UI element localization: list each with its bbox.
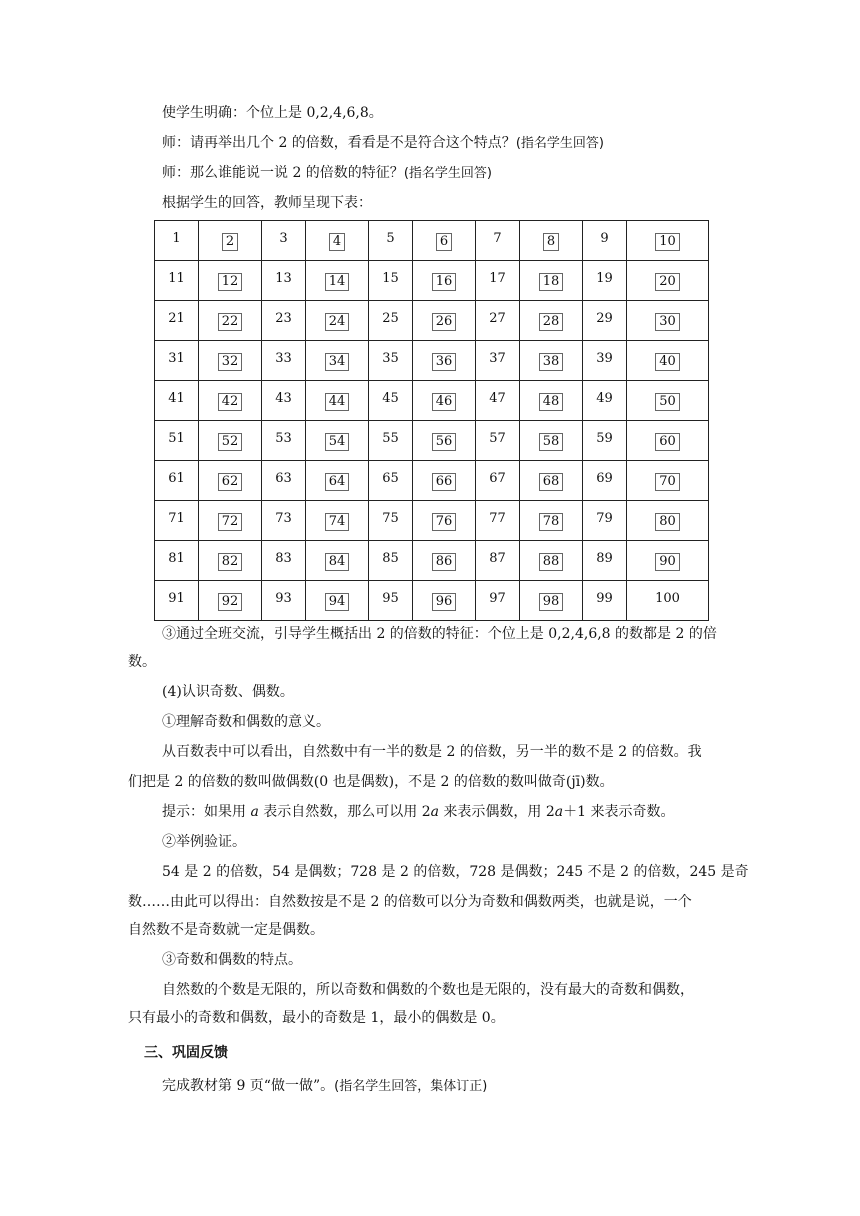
- hundred-chart-cell: [476, 221, 520, 261]
- hundred-chart-cell: [476, 581, 520, 621]
- cell-value: 28: [539, 313, 564, 331]
- hundred-chart-cell-boxed: [413, 301, 476, 341]
- hundred-chart-cell-boxed: [306, 461, 369, 501]
- hundred-chart-cell-boxed: [627, 381, 709, 421]
- cell-value: 2: [222, 233, 238, 251]
- hundred-chart-row: [155, 541, 709, 581]
- hundred-chart-row: [155, 301, 709, 341]
- section-3-note: (指名学生回答，集体订正): [334, 1079, 488, 1094]
- section-3-main: 完成教材第 9 页“做一做”。: [162, 1078, 335, 1094]
- cell-value: 46: [432, 393, 457, 411]
- hundred-chart-cell-boxed: [199, 461, 262, 501]
- cell-value: 40: [655, 353, 680, 371]
- hundred-chart-row: [155, 261, 709, 301]
- hundred-chart-cell-boxed: [413, 461, 476, 501]
- cell-value: 81: [168, 551, 185, 566]
- hundred-chart-cell: [369, 421, 413, 461]
- hundred-chart-cell: [476, 381, 520, 421]
- cell-value: 22: [218, 313, 243, 331]
- hundred-chart-cell: [155, 341, 199, 381]
- cell-value: 4: [329, 233, 345, 251]
- hundred-chart-cell: [583, 501, 627, 541]
- cell-value: 27: [489, 311, 506, 326]
- hundred-chart-cell: [262, 381, 306, 421]
- hundred-chart-cell-boxed: [520, 261, 583, 301]
- cell-value: 98: [539, 593, 564, 611]
- cell-value: 60: [655, 433, 680, 451]
- cell-value: 12: [218, 273, 243, 291]
- cell-value: 14: [325, 273, 350, 291]
- hundred-chart-cell: [369, 261, 413, 301]
- cell-value: 11: [168, 271, 185, 286]
- cell-value: 84: [325, 553, 350, 571]
- p5-mid1: 表示自然数，那么可以用 2: [258, 804, 431, 820]
- paragraph-3: ①理解奇数和偶数的意义。: [162, 714, 330, 730]
- cell-value: 57: [489, 431, 506, 446]
- hundred-chart-row: [155, 341, 709, 381]
- hundred-chart-cell: [155, 381, 199, 421]
- hundred-chart-cell: [583, 381, 627, 421]
- hundred-chart-cell-boxed: [306, 261, 369, 301]
- hundred-chart-cell: [369, 501, 413, 541]
- hundred-chart-row: [155, 581, 709, 621]
- hundred-chart-cell-boxed: [627, 221, 709, 261]
- hundred-chart-cell: [369, 461, 413, 501]
- cell-value: 23: [275, 311, 292, 326]
- intro-line-2: [162, 133, 604, 154]
- paragraph-8: ③奇数和偶数的特点。: [162, 952, 302, 968]
- hundred-chart-cell-boxed: [627, 261, 709, 301]
- hundred-chart-cell: [476, 261, 520, 301]
- hundred-chart-cell-boxed: [413, 261, 476, 301]
- cell-value: 69: [596, 471, 613, 486]
- cell-value: 25: [382, 311, 399, 326]
- hundred-chart-cell: [369, 301, 413, 341]
- paragraph-7-line-3: 自然数不是奇数就一定是偶数。: [128, 922, 324, 938]
- cell-value: 47: [489, 391, 506, 406]
- cell-value: 38: [539, 353, 564, 371]
- cell-value: 16: [432, 273, 457, 291]
- cell-value: 91: [168, 591, 185, 606]
- hundred-chart-cell: [155, 581, 199, 621]
- hundred-chart-cell-boxed: [627, 501, 709, 541]
- hundred-chart-cell: [369, 221, 413, 261]
- p5-var-c: a: [554, 804, 564, 820]
- cell-value: 59: [596, 431, 613, 446]
- hundred-chart-cell-boxed: [199, 221, 262, 261]
- cell-value: 34: [325, 353, 350, 371]
- hundred-chart-cell-boxed: [199, 581, 262, 621]
- cell-value: 65: [382, 471, 399, 486]
- hundred-chart-cell-boxed: [413, 581, 476, 621]
- cell-value: 26: [432, 313, 457, 331]
- cell-value: 24: [325, 313, 350, 331]
- hundred-chart-row: [155, 461, 709, 501]
- hundred-chart-cell-boxed: [520, 221, 583, 261]
- hundred-chart-cell-boxed: [306, 341, 369, 381]
- paragraph-7-line-1: 54 是 2 的倍数，54 是偶数；728 是 2 的倍数，728 是偶数；245 不是 2 的倍数，245 是奇: [162, 864, 749, 880]
- hundred-chart-cell: [583, 301, 627, 341]
- cell-value: 89: [596, 551, 613, 566]
- cell-value: 35: [382, 351, 399, 366]
- cell-value: 48: [539, 393, 564, 411]
- hundred-chart-cell: [583, 341, 627, 381]
- hundred-chart-cell-boxed: [413, 541, 476, 581]
- p5-var-b: a: [430, 804, 439, 820]
- hundred-chart-cell-boxed: [199, 541, 262, 581]
- hundred-chart-cell: [369, 581, 413, 621]
- hundred-chart-cell: [476, 501, 520, 541]
- hundred-chart-cell: [262, 341, 306, 381]
- cell-value: 3: [279, 231, 288, 246]
- cell-value: 73: [275, 511, 292, 526]
- hundred-chart-cell-boxed: [199, 381, 262, 421]
- hundred-chart-cell: [583, 221, 627, 261]
- hundred-chart-cell-boxed: [520, 301, 583, 341]
- hundred-chart-cell: [155, 501, 199, 541]
- cell-value: 32: [218, 353, 243, 371]
- hundred-chart-cell-boxed: [413, 501, 476, 541]
- cell-value: 97: [489, 591, 506, 606]
- hundred-chart-cell-boxed: [520, 341, 583, 381]
- hundred-chart-cell: [583, 461, 627, 501]
- cell-value: 88: [539, 553, 564, 571]
- cell-value: 76: [432, 513, 457, 531]
- hundred-chart-cell: [476, 421, 520, 461]
- cell-value: 9: [600, 231, 609, 246]
- cell-value: 53: [275, 431, 292, 446]
- hundred-chart-cell: [155, 261, 199, 301]
- cell-value: 54: [325, 433, 350, 451]
- cell-value: 6: [436, 233, 452, 251]
- cell-value: 17: [489, 271, 506, 286]
- hundred-chart-cell: [262, 581, 306, 621]
- cell-value: 61: [168, 471, 185, 486]
- cell-value: 70: [655, 473, 680, 491]
- paragraph-9-line-2: 只有最小的奇数和偶数，最小的奇数是 1，最小的偶数是 0。: [128, 1010, 505, 1026]
- paragraph-7-line-2: 数……由此可以得出：自然数按是不是 2 的倍数可以分为奇数和偶数两类，也就是说，一个: [128, 894, 692, 910]
- cell-value: 62: [218, 473, 243, 491]
- cell-value: 20: [655, 273, 680, 291]
- hundred-chart-row: [155, 221, 709, 261]
- p5-mid2: 来表示偶数，用 2: [438, 804, 555, 820]
- hundred-chart-row: [155, 381, 709, 421]
- cell-value: 71: [168, 511, 185, 526]
- cell-value: 5: [386, 231, 395, 246]
- hundred-chart-cell-boxed: [306, 541, 369, 581]
- cell-value: 100: [655, 591, 680, 606]
- hundred-chart-cell-boxed: [627, 341, 709, 381]
- hundred-chart-cell: [369, 341, 413, 381]
- hundred-chart-cell-boxed: [520, 501, 583, 541]
- cell-value: 19: [596, 271, 613, 286]
- cell-value: 15: [382, 271, 399, 286]
- cell-value: 64: [325, 473, 350, 491]
- paragraph-9-line-1: 自然数的个数是无限的，所以奇数和偶数的个数也是无限的，没有最大的奇数和偶数，: [162, 982, 694, 998]
- cell-value: 83: [275, 551, 292, 566]
- hundred-chart-cell-boxed: [413, 381, 476, 421]
- cell-value: 79: [596, 511, 613, 526]
- paragraph-1-line-1: ③通过全班交流，引导学生概括出 2 的倍数的特征：个位上是 0,2,4,6,8 的数都是 2 的倍: [162, 626, 717, 642]
- hundred-chart-cell: [476, 301, 520, 341]
- hundred-chart-cell-boxed: [520, 421, 583, 461]
- hundred-chart-cell-boxed: [306, 581, 369, 621]
- cell-value: 72: [218, 513, 243, 531]
- hundred-chart-cell: [369, 381, 413, 421]
- cell-value: 63: [275, 471, 292, 486]
- hundred-chart-cell-boxed: [627, 301, 709, 341]
- cell-value: 95: [382, 591, 399, 606]
- paragraph-2: (4)认识奇数、偶数。: [162, 684, 294, 700]
- hundred-chart-cell-boxed: [306, 381, 369, 421]
- hundred-chart-cell: [262, 461, 306, 501]
- hundred-chart-cell-boxed: [199, 341, 262, 381]
- hundred-chart-cell: [155, 461, 199, 501]
- hundred-chart-cell-boxed: [199, 501, 262, 541]
- cell-value: 43: [275, 391, 292, 406]
- cell-value: 42: [218, 393, 243, 411]
- hundred-chart-cell-boxed: [413, 421, 476, 461]
- cell-value: 92: [218, 593, 243, 611]
- hundred-chart-cell: [262, 221, 306, 261]
- cell-value: 1: [172, 231, 181, 246]
- cell-value: 13: [275, 271, 292, 286]
- paragraph-6: ②举例验证。: [162, 834, 246, 850]
- cell-value: 21: [168, 311, 185, 326]
- section-3-text: [162, 1076, 487, 1097]
- paragraph-4-line-1: 从百数表中可以看出，自然数中有一半的数是 2 的倍数，另一半的数不是 2 的倍数。我: [162, 744, 702, 760]
- paragraph-4-line-2: 们把是 2 的倍数的数叫做偶数(0 也是偶数)，不是 2 的倍数的数叫做奇(jī)数。: [128, 774, 614, 790]
- cell-value: 96: [432, 593, 457, 611]
- hundred-chart-cell: [262, 541, 306, 581]
- cell-value: 77: [489, 511, 506, 526]
- hundred-chart-cell: [476, 461, 520, 501]
- cell-value: 50: [655, 393, 680, 411]
- intro-line-3: [162, 163, 492, 184]
- hundred-chart-cell: [583, 581, 627, 621]
- hundred-chart-cell: [476, 341, 520, 381]
- cell-value: 36: [432, 353, 457, 371]
- intro-line-2-note: (指名学生回答): [515, 136, 604, 151]
- hundred-chart-cell: [369, 541, 413, 581]
- cell-value: 29: [596, 311, 613, 326]
- hundred-chart-cell: [262, 301, 306, 341]
- hundred-chart-row: [155, 421, 709, 461]
- hundred-chart-cell-boxed: [627, 461, 709, 501]
- cell-value: 68: [539, 473, 564, 491]
- hundred-chart-cell-boxed: [520, 541, 583, 581]
- cell-value: 7: [493, 231, 502, 246]
- hundred-chart-cell-boxed: [306, 501, 369, 541]
- cell-value: 86: [432, 553, 457, 571]
- p5-pre: 提示：如果用: [162, 804, 251, 820]
- hundred-chart-cell-boxed: [520, 381, 583, 421]
- hundred-chart-cell-boxed: [199, 261, 262, 301]
- intro-line-4: 根据学生的回答，教师呈现下表：: [162, 195, 372, 211]
- paragraph-1-line-2: 数。: [128, 654, 156, 670]
- hundred-chart-cell-boxed: [199, 301, 262, 341]
- hundred-chart-cell: [583, 421, 627, 461]
- hundred-chart-cell: [262, 261, 306, 301]
- hundred-chart-cell: [262, 501, 306, 541]
- cell-value: 67: [489, 471, 506, 486]
- cell-value: 99: [596, 591, 613, 606]
- hundred-chart-cell-boxed: [306, 421, 369, 461]
- cell-value: 30: [655, 313, 680, 331]
- cell-value: 37: [489, 351, 506, 366]
- intro-line-3-note: (指名学生回答): [403, 166, 492, 181]
- cell-value: 51: [168, 431, 185, 446]
- hundred-chart-cell: [262, 421, 306, 461]
- intro-line-1: 使学生明确：个位上是 0,2,4,6,8。: [162, 105, 383, 121]
- cell-value: 94: [325, 593, 350, 611]
- cell-value: 66: [432, 473, 457, 491]
- cell-value: 44: [325, 393, 350, 411]
- cell-value: 31: [168, 351, 185, 366]
- cell-value: 55: [382, 431, 399, 446]
- hundred-chart-cell: [583, 261, 627, 301]
- hundred-chart-cell: [155, 541, 199, 581]
- paragraph-5: [162, 802, 675, 822]
- cell-value: 56: [432, 433, 457, 451]
- hundred-chart-cell: [155, 221, 199, 261]
- p5-post: ＋1 来表示奇数。: [563, 804, 675, 820]
- cell-value: 18: [539, 273, 564, 291]
- hundred-chart-cell-boxed: [199, 421, 262, 461]
- hundred-chart-cell-boxed: [627, 541, 709, 581]
- hundred-chart-cell-boxed: [627, 421, 709, 461]
- hundred-chart-cell-boxed: [306, 221, 369, 261]
- intro-line-2-text: 师：请再举出几个 2 的倍数，看看是不是符合这个特点？: [162, 135, 516, 151]
- cell-value: 93: [275, 591, 292, 606]
- cell-value: 33: [275, 351, 292, 366]
- cell-value: 74: [325, 513, 350, 531]
- hundred-chart-cell: [627, 581, 709, 621]
- cell-value: 10: [655, 233, 680, 251]
- cell-value: 49: [596, 391, 613, 406]
- cell-value: 85: [382, 551, 399, 566]
- hundred-chart-row: [155, 501, 709, 541]
- hundred-chart-cell: [476, 541, 520, 581]
- p5-var-a: a: [250, 804, 259, 820]
- cell-value: 90: [655, 553, 680, 571]
- cell-value: 41: [168, 391, 185, 406]
- hundred-chart-cell: [155, 301, 199, 341]
- hundred-chart-cell-boxed: [520, 581, 583, 621]
- cell-value: 80: [655, 513, 680, 531]
- cell-value: 78: [539, 513, 564, 531]
- hundred-chart-cell-boxed: [413, 221, 476, 261]
- intro-line-3-text: 师：那么谁能说一说 2 的倍数的特征？: [162, 165, 404, 181]
- hundred-chart-cell-boxed: [306, 301, 369, 341]
- hundred-chart-table: [154, 220, 709, 621]
- section-3-heading: 三、巩固反馈: [144, 1045, 228, 1061]
- hundred-chart-cell: [583, 541, 627, 581]
- cell-value: 82: [218, 553, 243, 571]
- cell-value: 45: [382, 391, 399, 406]
- cell-value: 8: [543, 233, 559, 251]
- cell-value: 75: [382, 511, 399, 526]
- hundred-chart-cell: [155, 421, 199, 461]
- cell-value: 39: [596, 351, 613, 366]
- hundred-chart-cell-boxed: [413, 341, 476, 381]
- cell-value: 87: [489, 551, 506, 566]
- hundred-chart-cell-boxed: [520, 461, 583, 501]
- cell-value: 52: [218, 433, 243, 451]
- cell-value: 58: [539, 433, 564, 451]
